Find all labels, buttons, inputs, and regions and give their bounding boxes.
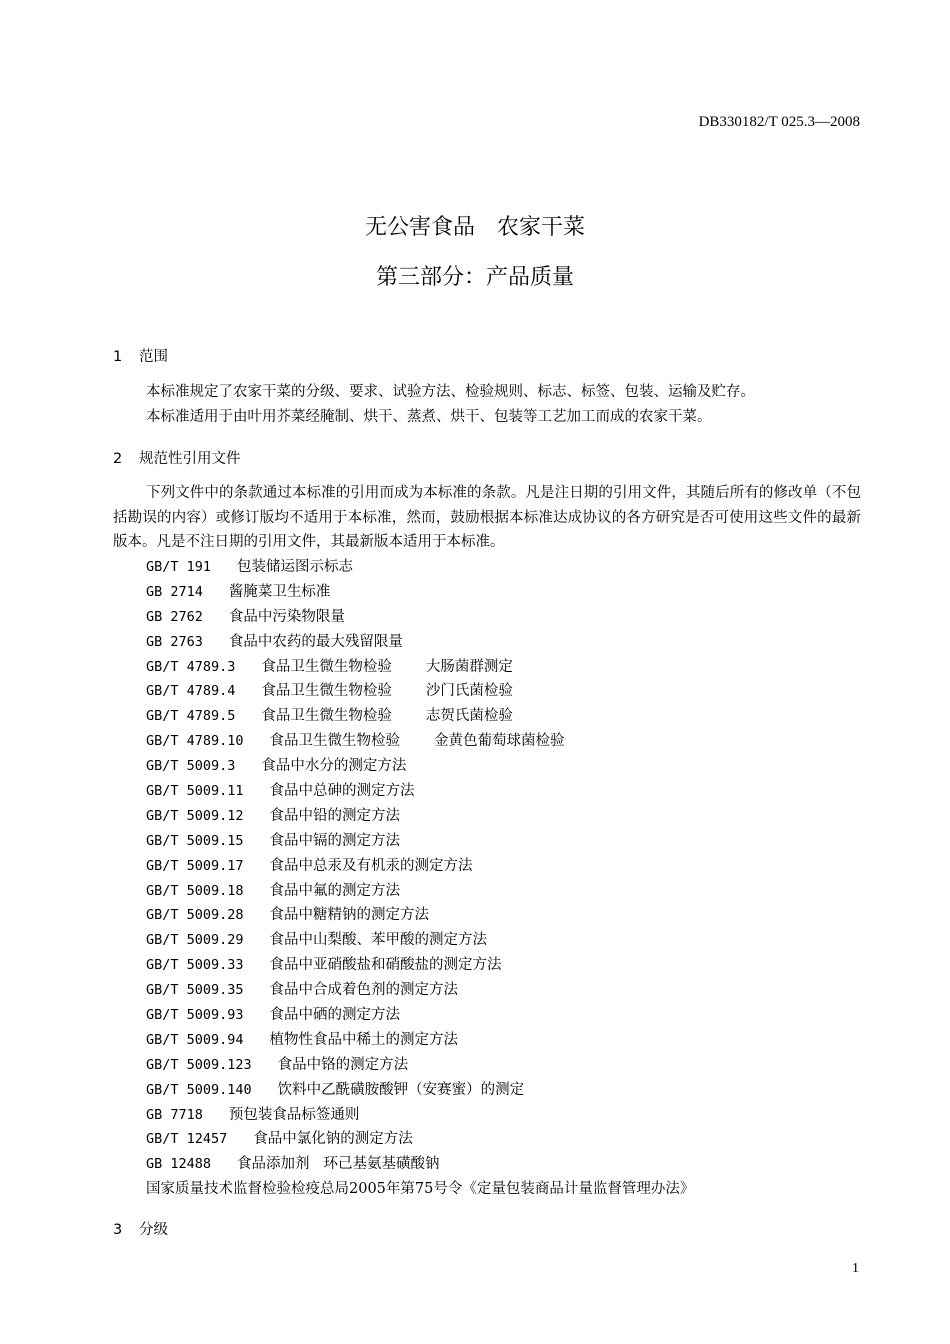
section-title: 分级 (139, 1222, 168, 1238)
reference-code: GB 2714 (146, 583, 203, 600)
reference-code: GB/T 5009.35 (146, 982, 244, 999)
reference-item (146, 679, 694, 704)
reference-title: 食品中铬的测定方法 (277, 1056, 409, 1073)
reference-title: 食品中合成着色剂的测定方法 (269, 982, 459, 999)
reference-code: GB/T 12457 (146, 1131, 228, 1148)
reference-title: 食品卫生微生物检验 (261, 658, 392, 675)
reference-code: GB 7718 (146, 1106, 203, 1123)
reference-code: GB 2762 (146, 608, 203, 625)
reference-title: 食品中总汞及有机汞的测定方法 (269, 857, 473, 874)
references-intro: 下列文件中的条款通过本标准的引用而成为本标准的条款。凡是注日期的引用文件，其随后所有的修改单（不包括勘误的内容）或修订版均不适用于本标准，然而，鼓励根据本标准达成协议的各方研究是否可使用这些文件的最新版本。凡是不注日期的引用文件，其最新版本适用于本标准。 (113, 485, 861, 550)
reference-title: 食品添加剂 (237, 1156, 310, 1173)
reference-item (146, 729, 694, 754)
reference-item (146, 754, 694, 779)
section-number: 1 (113, 349, 123, 365)
reference-item (146, 1003, 694, 1028)
reference-title: 预包装食品标签通则 (228, 1106, 360, 1123)
reference-title: 包装储运图示标志 (237, 559, 354, 575)
reference-item (146, 879, 694, 904)
reference-item (146, 704, 694, 729)
reference-item (146, 978, 694, 1003)
reference-code: GB/T 191 (146, 559, 212, 575)
reference-item (146, 1177, 694, 1202)
reference-subtitle: 大肠菌群测定 (425, 658, 513, 675)
reference-item (146, 1028, 694, 1053)
reference-code: GB 2763 (146, 633, 203, 650)
reference-title: 食品中氟的测定方法 (269, 882, 401, 899)
reference-code: GB/T 4789.3 (146, 658, 236, 675)
reference-code: GB/T 5009.12 (146, 807, 244, 824)
reference-code: GB/T 4789.5 (146, 708, 236, 725)
reference-code: GB/T 5009.140 (146, 1081, 252, 1098)
reference-title: 酱腌菜卫生标准 (228, 583, 331, 600)
reference-title: 食品中污染物限量 (228, 608, 345, 625)
section-3-heading (113, 1218, 168, 1239)
reference-title: 食品卫生微生物检验 (269, 733, 401, 750)
reference-code: GB/T 5009.17 (146, 857, 244, 874)
document-subtitle: 第三部分：产品质量 (375, 265, 574, 290)
reference-subtitle: 环己基氨基磺酸钠 (323, 1156, 440, 1173)
section-1-heading (113, 345, 168, 366)
reference-item (146, 779, 694, 804)
reference-code: GB/T 5009.11 (146, 783, 244, 800)
reference-code: GB/T 4789.10 (146, 733, 244, 750)
reference-item (146, 829, 694, 854)
section-title: 范围 (139, 349, 168, 365)
reference-code: GB/T 5009.29 (146, 932, 244, 949)
reference-item (146, 953, 694, 978)
reference-title: 食品中糖精钠的测定方法 (269, 907, 430, 924)
reference-item (146, 804, 694, 829)
document-title: 无公害食品 农家干菜 (364, 215, 585, 240)
reference-code: GB 12488 (146, 1156, 212, 1173)
reference-item (146, 655, 694, 680)
reference-title: 食品中水分的测定方法 (261, 758, 407, 775)
reference-code: GB/T 5009.28 (146, 907, 244, 924)
reference-item (146, 580, 694, 605)
reference-title: 植物性食品中稀土的测定方法 (269, 1031, 459, 1048)
reference-item (146, 903, 694, 928)
reference-code: GB/T 5009.94 (146, 1031, 244, 1048)
reference-item (146, 630, 694, 655)
reference-subtitle: 沙门氏菌检验 (425, 683, 513, 700)
reference-item (146, 928, 694, 953)
reference-subtitle: 金黄色葡萄球菌检验 (434, 733, 565, 750)
reference-code: GB/T 5009.93 (146, 1007, 244, 1024)
reference-item (146, 1078, 694, 1103)
reference-title: 食品中氯化钠的测定方法 (253, 1131, 413, 1148)
reference-item (146, 854, 694, 879)
reference-title: 饮料中乙酰磺胺酸钾（安赛蜜）的测定 (277, 1081, 525, 1098)
reference-list (146, 555, 694, 1202)
reference-title: 食品中山梨酸、苯甲酸的测定方法 (269, 932, 488, 949)
section-number: 3 (113, 1222, 123, 1238)
reference-title: 食品中镉的测定方法 (269, 832, 401, 849)
document-id: DB330182/T 025.3—2008 (698, 114, 860, 130)
reference-title: 食品中铅的测定方法 (269, 807, 401, 824)
page-number: 1 (852, 1261, 859, 1276)
reference-title: 食品中硒的测定方法 (269, 1007, 401, 1024)
scope-paragraph-2: 本标准适用于由叶用芥菜经腌制、烘干、蒸煮、烘干、包装等工艺加工而成的农家干菜。 (146, 409, 712, 425)
section-2-heading (113, 447, 241, 468)
reference-subtitle: 志贺氏菌检验 (425, 708, 513, 725)
reference-title: 食品中总砷的测定方法 (269, 783, 415, 800)
reference-title: 国家质量技术监督检验检疫总局2005年第75号令《定量包装商品计量监督管理办法》 (146, 1181, 695, 1198)
reference-item (146, 605, 694, 630)
section-number: 2 (113, 451, 123, 467)
reference-item (146, 1152, 694, 1177)
reference-code: GB/T 4789.4 (146, 683, 236, 700)
reference-item (146, 555, 694, 580)
reference-title: 食品卫生微生物检验 (261, 683, 392, 700)
reference-title: 食品卫生微生物检验 (261, 708, 392, 725)
reference-code: GB/T 5009.33 (146, 957, 244, 974)
reference-item (146, 1053, 694, 1078)
reference-code: GB/T 5009.18 (146, 882, 244, 899)
scope-paragraph-1: 本标准规定了农家干菜的分级、要求、试验方法、检验规则、标志、标签、包装、运输及贮存。 (146, 384, 755, 400)
reference-title: 食品中亚硝酸盐和硝酸盐的测定方法 (269, 957, 502, 974)
reference-title: 食品中农药的最大残留限量 (228, 633, 403, 650)
reference-item (146, 1127, 694, 1152)
reference-code: GB/T 5009.123 (146, 1056, 252, 1073)
reference-item (146, 1103, 694, 1128)
reference-code: GB/T 5009.15 (146, 832, 244, 849)
section-title: 规范性引用文件 (139, 451, 241, 467)
reference-code: GB/T 5009.3 (146, 758, 236, 775)
